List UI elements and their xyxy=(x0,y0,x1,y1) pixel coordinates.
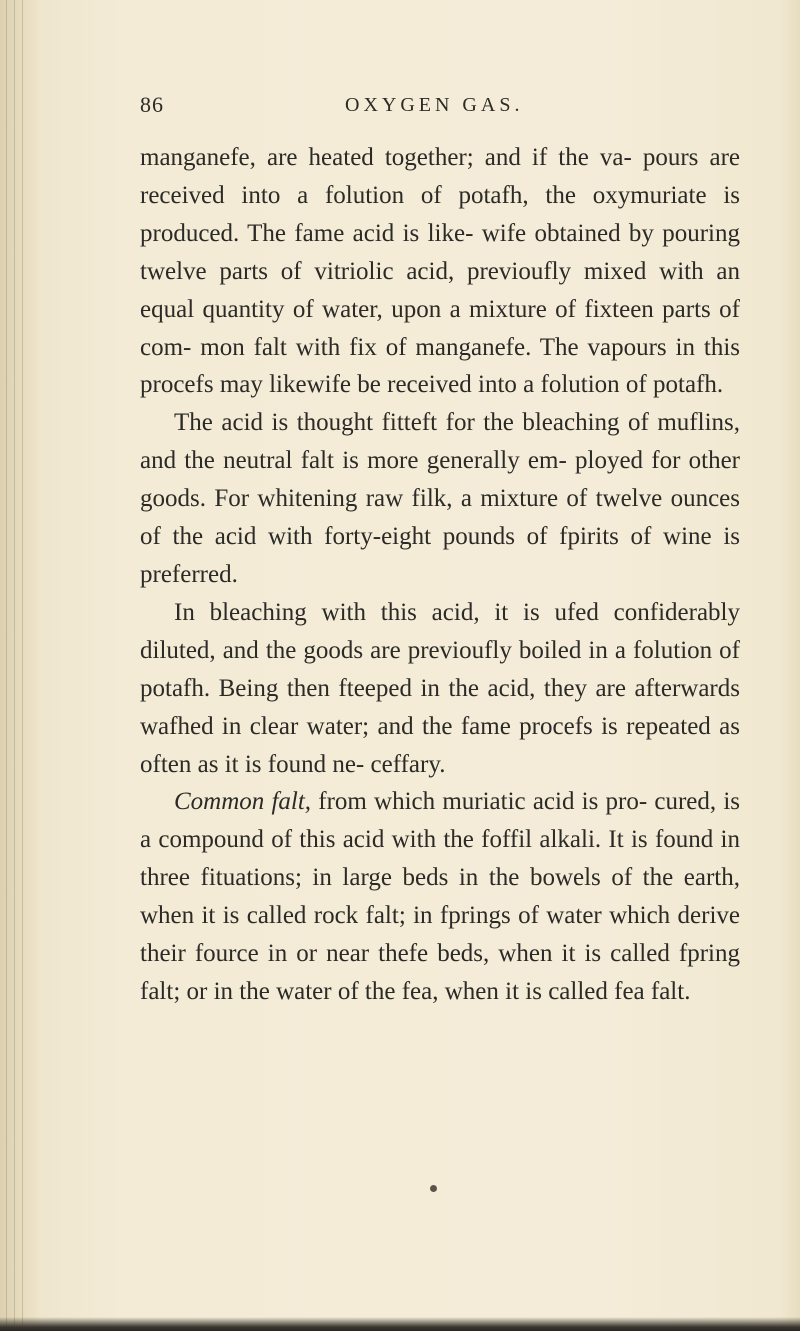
page-number: 86 xyxy=(140,92,164,117)
page-bottom-edge xyxy=(0,1317,800,1331)
run-in-heading: Common falt, xyxy=(174,788,312,816)
paragraph-4 xyxy=(140,783,740,1010)
paragraph-1: manganefe, are heated together; and if the va- pours are received into a folution of potafh, the oxymuriate is produced. The fame acid is like- wife obtained by pouring twelve parts of vitriolic acid, previoufly mixed with an equal quantity of water, upon a mixture of fixteen parts of com- mon falt with fix of manganefe. The vapours in this procefs may likewife be received into a folution of potafh. xyxy=(140,144,740,399)
paragraph-3: In bleaching with this acid, it is ufed confiderably diluted, and the goods are previoufly boiled in a folution of potafh. Being then fteeped in the acid, they are afterwards wafhed in clear water; and the fame procefs is repeated as often as it is found ne- ceffary. xyxy=(140,598,740,778)
page-header xyxy=(140,92,740,124)
paragraph-2: The acid is thought fitteft for the bleaching of muflins, and the neutral falt is more generally em- ployed for other goods. For whitening raw filk, a mixture of twelve ounces of the acid with forty-eight pounds of fpirits of wine is preferred. xyxy=(140,409,740,588)
printer-mark xyxy=(430,1185,437,1192)
running-head: OXYGEN GAS. xyxy=(345,94,524,116)
page-edge-line xyxy=(6,0,7,1331)
body-text xyxy=(140,139,740,1011)
page-edge-line xyxy=(14,0,15,1331)
paragraph-4-text: from which muriatic acid is pro- cured, is a compound of this acid with the foffil alkali. It is found in three fituations; in large beds in the bowels of the earth, when it is called rock falt; in fprings of water which derive their fource in or near thefe beds, when it is called fpring falt; or in the water of the fea, when it is called fea falt. xyxy=(140,788,740,1005)
page-edge-line xyxy=(22,0,23,1331)
